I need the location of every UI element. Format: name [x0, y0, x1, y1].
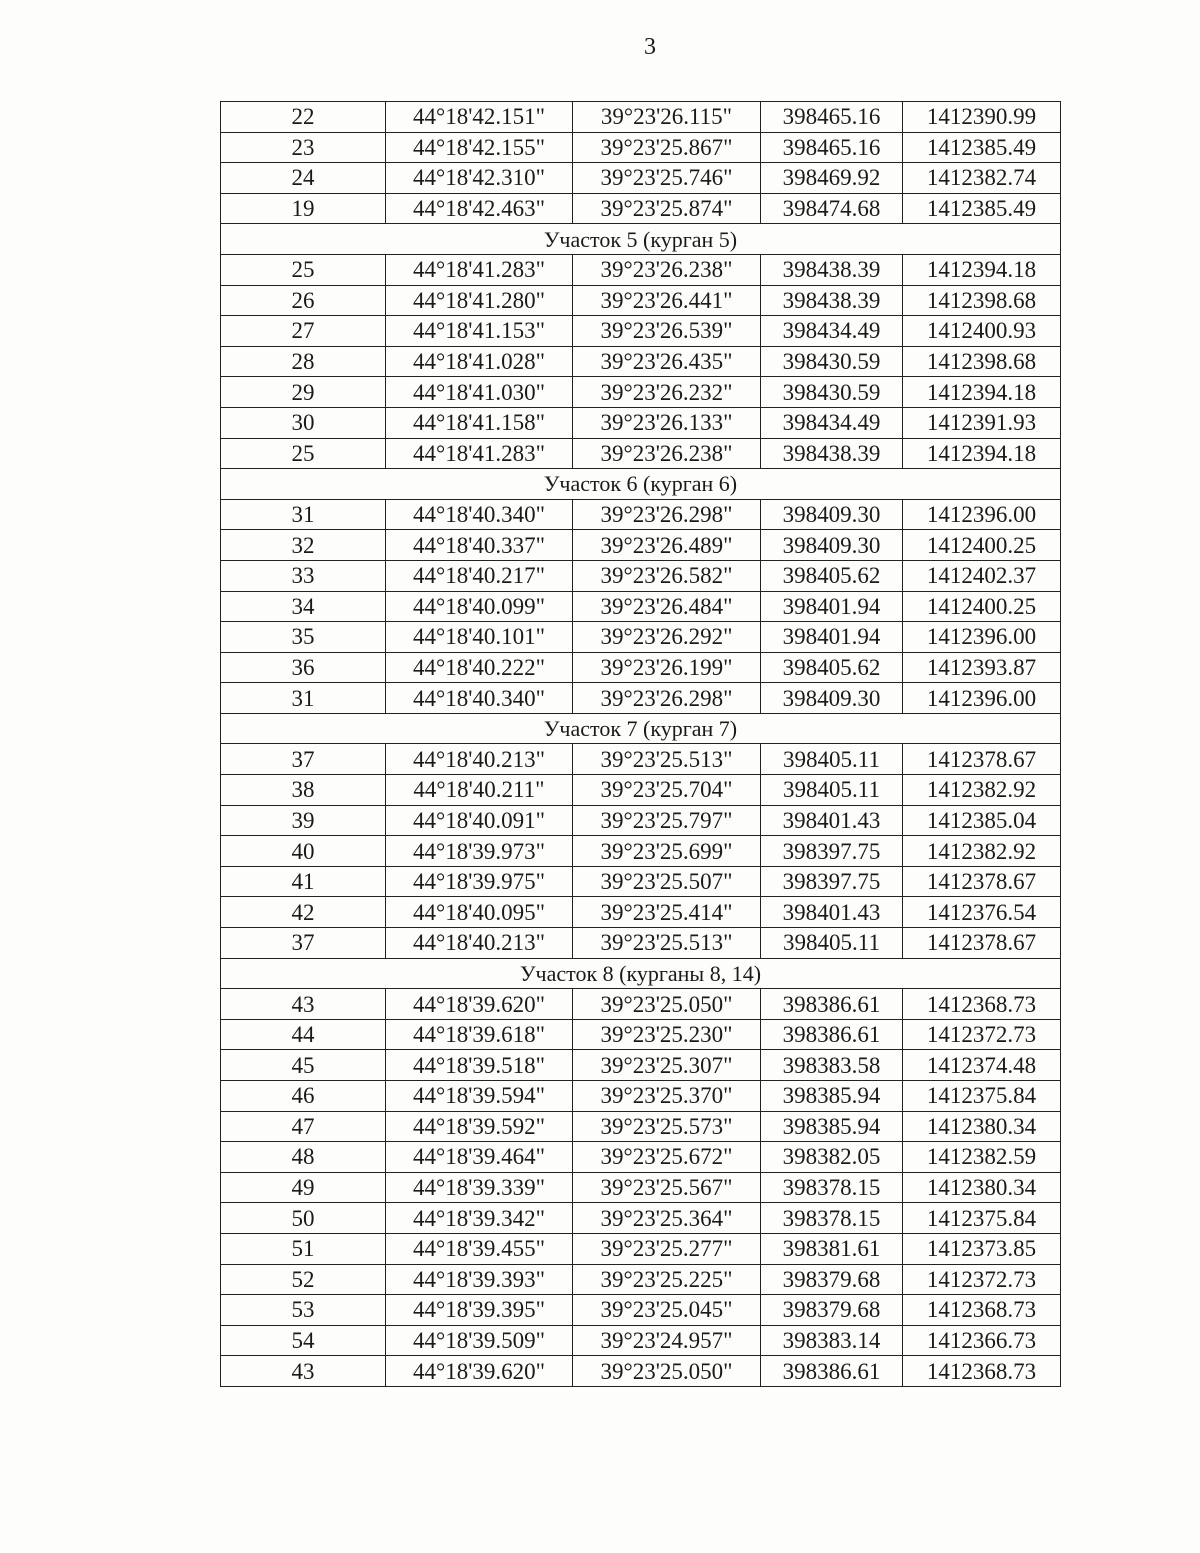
table-row: [221, 285, 1061, 316]
y-coordinate-cell: 1412378.67: [903, 866, 1061, 897]
latitude-cell: 44°18'39.393": [386, 1264, 573, 1295]
table-row: [221, 193, 1061, 224]
longitude-cell: 39°23'24.957": [573, 1325, 761, 1356]
section-title: Участок 5 (курган 5): [221, 224, 1061, 255]
section-header-row: [221, 224, 1061, 255]
y-coordinate-cell: 1412378.67: [903, 744, 1061, 775]
x-coordinate-cell: 398434.49: [761, 316, 903, 347]
longitude-cell: 39°23'26.133": [573, 407, 761, 438]
latitude-cell: 44°18'41.153": [386, 316, 573, 347]
y-coordinate-cell: 1412396.00: [903, 499, 1061, 530]
x-coordinate-cell: 398378.15: [761, 1203, 903, 1234]
longitude-cell: 39°23'25.050": [573, 989, 761, 1020]
y-coordinate-cell: 1412375.84: [903, 1203, 1061, 1234]
point-number-cell: 38: [221, 775, 386, 806]
y-coordinate-cell: 1412393.87: [903, 652, 1061, 683]
point-number-cell: 52: [221, 1264, 386, 1295]
table-row: [221, 805, 1061, 836]
x-coordinate-cell: 398383.14: [761, 1325, 903, 1356]
table-row: [221, 1325, 1061, 1356]
y-coordinate-cell: 1412380.34: [903, 1172, 1061, 1203]
table-row: [221, 1111, 1061, 1142]
x-coordinate-cell: 398386.61: [761, 989, 903, 1020]
latitude-cell: 44°18'40.091": [386, 805, 573, 836]
latitude-cell: 44°18'40.340": [386, 499, 573, 530]
point-number-cell: 29: [221, 377, 386, 408]
latitude-cell: 44°18'42.310": [386, 163, 573, 194]
latitude-cell: 44°18'39.618": [386, 1019, 573, 1050]
y-coordinate-cell: 1412368.73: [903, 989, 1061, 1020]
table-row: [221, 989, 1061, 1020]
longitude-cell: 39°23'25.699": [573, 836, 761, 867]
longitude-cell: 39°23'25.050": [573, 1356, 761, 1387]
y-coordinate-cell: 1412400.25: [903, 591, 1061, 622]
longitude-cell: 39°23'25.573": [573, 1111, 761, 1142]
point-number-cell: 30: [221, 407, 386, 438]
y-coordinate-cell: 1412402.37: [903, 560, 1061, 591]
latitude-cell: 44°18'42.463": [386, 193, 573, 224]
table-row: [221, 1203, 1061, 1234]
x-coordinate-cell: 398465.16: [761, 102, 903, 133]
longitude-cell: 39°23'25.225": [573, 1264, 761, 1295]
table-row: [221, 132, 1061, 163]
longitude-cell: 39°23'25.277": [573, 1233, 761, 1264]
latitude-cell: 44°18'40.213": [386, 928, 573, 959]
point-number-cell: 48: [221, 1142, 386, 1173]
table-row: [221, 1050, 1061, 1081]
y-coordinate-cell: 1412382.74: [903, 163, 1061, 194]
y-coordinate-cell: 1412394.18: [903, 438, 1061, 469]
section-header-row: [221, 713, 1061, 744]
latitude-cell: 44°18'39.339": [386, 1172, 573, 1203]
latitude-cell: 44°18'39.620": [386, 989, 573, 1020]
longitude-cell: 39°23'25.513": [573, 928, 761, 959]
x-coordinate-cell: 398430.59: [761, 346, 903, 377]
point-number-cell: 25: [221, 438, 386, 469]
point-number-cell: 33: [221, 560, 386, 591]
longitude-cell: 39°23'26.238": [573, 254, 761, 285]
point-number-cell: 43: [221, 1356, 386, 1387]
table-row: [221, 346, 1061, 377]
table-row: [221, 1356, 1061, 1387]
section-title: Участок 8 (курганы 8, 14): [221, 958, 1061, 989]
x-coordinate-cell: 398409.30: [761, 683, 903, 714]
table-row: [221, 407, 1061, 438]
point-number-cell: 26: [221, 285, 386, 316]
section-header-row: [221, 958, 1061, 989]
x-coordinate-cell: 398385.94: [761, 1111, 903, 1142]
x-coordinate-cell: 398438.39: [761, 438, 903, 469]
longitude-cell: 39°23'25.874": [573, 193, 761, 224]
latitude-cell: 44°18'40.213": [386, 744, 573, 775]
y-coordinate-cell: 1412398.68: [903, 346, 1061, 377]
y-coordinate-cell: 1412400.25: [903, 530, 1061, 561]
longitude-cell: 39°23'25.230": [573, 1019, 761, 1050]
point-number-cell: 22: [221, 102, 386, 133]
x-coordinate-cell: 398434.49: [761, 407, 903, 438]
point-number-cell: 44: [221, 1019, 386, 1050]
latitude-cell: 44°18'42.155": [386, 132, 573, 163]
table-row: [221, 683, 1061, 714]
table-row: [221, 836, 1061, 867]
latitude-cell: 44°18'40.222": [386, 652, 573, 683]
coordinates-table: [220, 101, 1061, 1387]
point-number-cell: 41: [221, 866, 386, 897]
latitude-cell: 44°18'39.973": [386, 836, 573, 867]
latitude-cell: 44°18'39.395": [386, 1295, 573, 1326]
y-coordinate-cell: 1412398.68: [903, 285, 1061, 316]
latitude-cell: 44°18'39.975": [386, 866, 573, 897]
table-row: [221, 254, 1061, 285]
x-coordinate-cell: 398409.30: [761, 530, 903, 561]
latitude-cell: 44°18'40.337": [386, 530, 573, 561]
table-row: [221, 1233, 1061, 1264]
latitude-cell: 44°18'39.342": [386, 1203, 573, 1234]
x-coordinate-cell: 398386.61: [761, 1019, 903, 1050]
longitude-cell: 39°23'26.232": [573, 377, 761, 408]
y-coordinate-cell: 1412373.85: [903, 1233, 1061, 1264]
point-number-cell: 45: [221, 1050, 386, 1081]
point-number-cell: 53: [221, 1295, 386, 1326]
x-coordinate-cell: 398379.68: [761, 1295, 903, 1326]
table-row: [221, 866, 1061, 897]
x-coordinate-cell: 398383.58: [761, 1050, 903, 1081]
y-coordinate-cell: 1412385.49: [903, 193, 1061, 224]
point-number-cell: 51: [221, 1233, 386, 1264]
table-row: [221, 1172, 1061, 1203]
longitude-cell: 39°23'25.507": [573, 866, 761, 897]
y-coordinate-cell: 1412372.73: [903, 1264, 1061, 1295]
y-coordinate-cell: 1412394.18: [903, 254, 1061, 285]
table-row: [221, 438, 1061, 469]
x-coordinate-cell: 398381.61: [761, 1233, 903, 1264]
page-number: 3: [644, 34, 656, 60]
latitude-cell: 44°18'40.099": [386, 591, 573, 622]
x-coordinate-cell: 398386.61: [761, 1356, 903, 1387]
table-row: [221, 744, 1061, 775]
longitude-cell: 39°23'26.298": [573, 499, 761, 530]
latitude-cell: 44°18'40.101": [386, 622, 573, 653]
longitude-cell: 39°23'25.704": [573, 775, 761, 806]
latitude-cell: 44°18'40.340": [386, 683, 573, 714]
y-coordinate-cell: 1412390.99: [903, 102, 1061, 133]
latitude-cell: 44°18'41.028": [386, 346, 573, 377]
longitude-cell: 39°23'25.746": [573, 163, 761, 194]
point-number-cell: 42: [221, 897, 386, 928]
point-number-cell: 23: [221, 132, 386, 163]
latitude-cell: 44°18'40.211": [386, 775, 573, 806]
x-coordinate-cell: 398438.39: [761, 254, 903, 285]
latitude-cell: 44°18'41.158": [386, 407, 573, 438]
point-number-cell: 34: [221, 591, 386, 622]
y-coordinate-cell: 1412382.59: [903, 1142, 1061, 1173]
point-number-cell: 49: [221, 1172, 386, 1203]
point-number-cell: 31: [221, 499, 386, 530]
longitude-cell: 39°23'26.435": [573, 346, 761, 377]
latitude-cell: 44°18'39.592": [386, 1111, 573, 1142]
longitude-cell: 39°23'26.298": [573, 683, 761, 714]
table-row: [221, 530, 1061, 561]
latitude-cell: 44°18'39.509": [386, 1325, 573, 1356]
latitude-cell: 44°18'39.455": [386, 1233, 573, 1264]
x-coordinate-cell: 398469.92: [761, 163, 903, 194]
section-header-row: [221, 469, 1061, 500]
x-coordinate-cell: 398401.43: [761, 805, 903, 836]
table-row: [221, 1019, 1061, 1050]
point-number-cell: 37: [221, 928, 386, 959]
y-coordinate-cell: 1412366.73: [903, 1325, 1061, 1356]
y-coordinate-cell: 1412394.18: [903, 377, 1061, 408]
y-coordinate-cell: 1412375.84: [903, 1081, 1061, 1112]
longitude-cell: 39°23'25.513": [573, 744, 761, 775]
longitude-cell: 39°23'26.539": [573, 316, 761, 347]
longitude-cell: 39°23'26.582": [573, 560, 761, 591]
latitude-cell: 44°18'39.518": [386, 1050, 573, 1081]
point-number-cell: 31: [221, 683, 386, 714]
longitude-cell: 39°23'25.672": [573, 1142, 761, 1173]
y-coordinate-cell: 1412374.48: [903, 1050, 1061, 1081]
latitude-cell: 44°18'41.030": [386, 377, 573, 408]
latitude-cell: 44°18'39.620": [386, 1356, 573, 1387]
table-row: [221, 591, 1061, 622]
point-number-cell: 28: [221, 346, 386, 377]
point-number-cell: 27: [221, 316, 386, 347]
point-number-cell: 37: [221, 744, 386, 775]
y-coordinate-cell: 1412378.67: [903, 928, 1061, 959]
y-coordinate-cell: 1412368.73: [903, 1295, 1061, 1326]
y-coordinate-cell: 1412382.92: [903, 836, 1061, 867]
y-coordinate-cell: 1412396.00: [903, 622, 1061, 653]
longitude-cell: 39°23'25.867": [573, 132, 761, 163]
latitude-cell: 44°18'41.283": [386, 438, 573, 469]
x-coordinate-cell: 398401.94: [761, 591, 903, 622]
longitude-cell: 39°23'25.567": [573, 1172, 761, 1203]
x-coordinate-cell: 398409.30: [761, 499, 903, 530]
table-row: [221, 560, 1061, 591]
point-number-cell: 19: [221, 193, 386, 224]
latitude-cell: 44°18'39.464": [386, 1142, 573, 1173]
point-number-cell: 36: [221, 652, 386, 683]
table-row: [221, 775, 1061, 806]
latitude-cell: 44°18'42.151": [386, 102, 573, 133]
longitude-cell: 39°23'25.370": [573, 1081, 761, 1112]
point-number-cell: 24: [221, 163, 386, 194]
y-coordinate-cell: 1412396.00: [903, 683, 1061, 714]
point-number-cell: 46: [221, 1081, 386, 1112]
longitude-cell: 39°23'26.441": [573, 285, 761, 316]
x-coordinate-cell: 398378.15: [761, 1172, 903, 1203]
table-row: [221, 102, 1061, 133]
longitude-cell: 39°23'26.292": [573, 622, 761, 653]
x-coordinate-cell: 398405.11: [761, 744, 903, 775]
latitude-cell: 44°18'39.594": [386, 1081, 573, 1112]
longitude-cell: 39°23'25.797": [573, 805, 761, 836]
x-coordinate-cell: 398465.16: [761, 132, 903, 163]
point-number-cell: 47: [221, 1111, 386, 1142]
x-coordinate-cell: 398405.11: [761, 775, 903, 806]
longitude-cell: 39°23'25.364": [573, 1203, 761, 1234]
point-number-cell: 25: [221, 254, 386, 285]
x-coordinate-cell: 398401.43: [761, 897, 903, 928]
y-coordinate-cell: 1412391.93: [903, 407, 1061, 438]
x-coordinate-cell: 398430.59: [761, 377, 903, 408]
coordinates-table-body: [221, 102, 1061, 1387]
longitude-cell: 39°23'26.115": [573, 102, 761, 133]
x-coordinate-cell: 398397.75: [761, 866, 903, 897]
point-number-cell: 35: [221, 622, 386, 653]
point-number-cell: 54: [221, 1325, 386, 1356]
longitude-cell: 39°23'26.489": [573, 530, 761, 561]
table-row: [221, 499, 1061, 530]
x-coordinate-cell: 398438.39: [761, 285, 903, 316]
table-row: [221, 316, 1061, 347]
x-coordinate-cell: 398405.62: [761, 652, 903, 683]
table-row: [221, 377, 1061, 408]
latitude-cell: 44°18'41.280": [386, 285, 573, 316]
table-row: [221, 897, 1061, 928]
x-coordinate-cell: 398401.94: [761, 622, 903, 653]
longitude-cell: 39°23'25.045": [573, 1295, 761, 1326]
table-row: [221, 1295, 1061, 1326]
x-coordinate-cell: 398405.11: [761, 928, 903, 959]
x-coordinate-cell: 398382.05: [761, 1142, 903, 1173]
table-row: [221, 1142, 1061, 1173]
y-coordinate-cell: 1412372.73: [903, 1019, 1061, 1050]
latitude-cell: 44°18'40.095": [386, 897, 573, 928]
x-coordinate-cell: 398379.68: [761, 1264, 903, 1295]
latitude-cell: 44°18'40.217": [386, 560, 573, 591]
longitude-cell: 39°23'26.238": [573, 438, 761, 469]
section-title: Участок 6 (курган 6): [221, 469, 1061, 500]
table-row: [221, 652, 1061, 683]
point-number-cell: 50: [221, 1203, 386, 1234]
y-coordinate-cell: 1412376.54: [903, 897, 1061, 928]
y-coordinate-cell: 1412382.92: [903, 775, 1061, 806]
table-row: [221, 163, 1061, 194]
longitude-cell: 39°23'26.484": [573, 591, 761, 622]
x-coordinate-cell: 398405.62: [761, 560, 903, 591]
point-number-cell: 43: [221, 989, 386, 1020]
longitude-cell: 39°23'25.307": [573, 1050, 761, 1081]
x-coordinate-cell: 398397.75: [761, 836, 903, 867]
y-coordinate-cell: 1412400.93: [903, 316, 1061, 347]
y-coordinate-cell: 1412380.34: [903, 1111, 1061, 1142]
longitude-cell: 39°23'26.199": [573, 652, 761, 683]
point-number-cell: 32: [221, 530, 386, 561]
table-row: [221, 928, 1061, 959]
x-coordinate-cell: 398385.94: [761, 1081, 903, 1112]
x-coordinate-cell: 398474.68: [761, 193, 903, 224]
longitude-cell: 39°23'25.414": [573, 897, 761, 928]
point-number-cell: 40: [221, 836, 386, 867]
y-coordinate-cell: 1412385.49: [903, 132, 1061, 163]
point-number-cell: 39: [221, 805, 386, 836]
y-coordinate-cell: 1412385.04: [903, 805, 1061, 836]
table-row: [221, 1264, 1061, 1295]
latitude-cell: 44°18'41.283": [386, 254, 573, 285]
table-row: [221, 622, 1061, 653]
table-row: [221, 1081, 1061, 1112]
section-title: Участок 7 (курган 7): [221, 713, 1061, 744]
y-coordinate-cell: 1412368.73: [903, 1356, 1061, 1387]
